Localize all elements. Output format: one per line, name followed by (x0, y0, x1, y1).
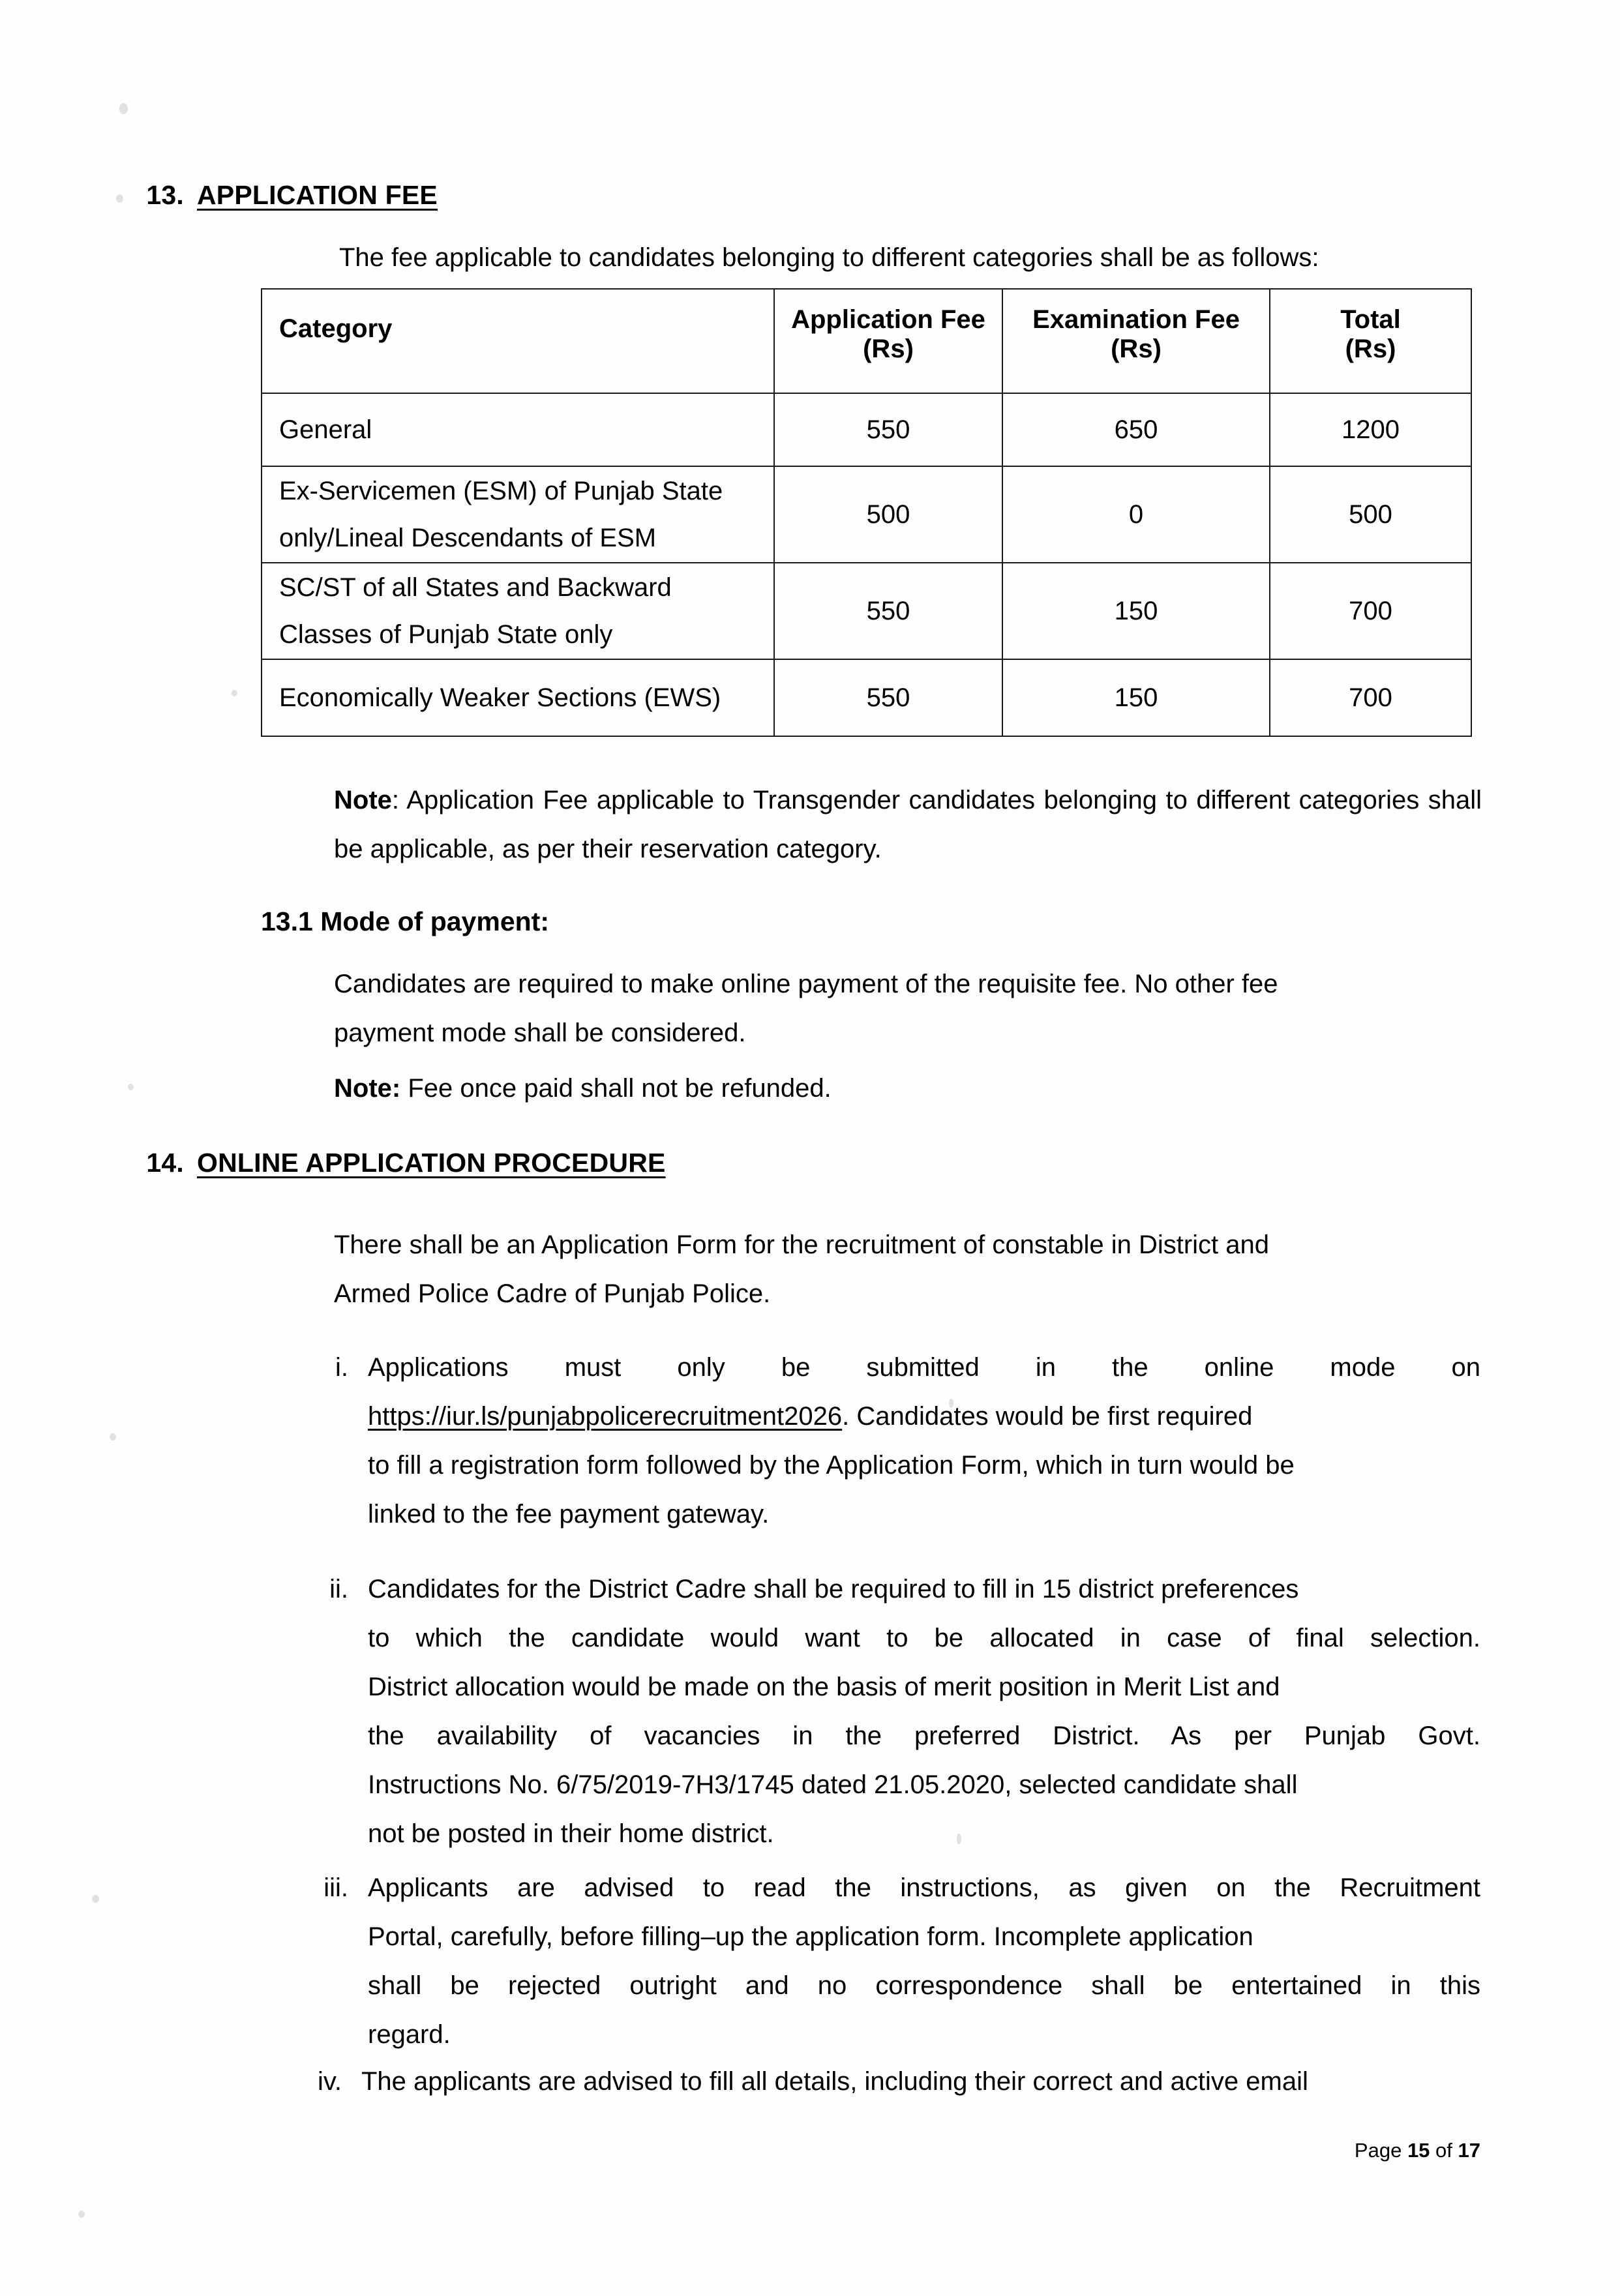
list-item-marker: iii. (323, 1873, 348, 1902)
row-examination-fee: 150 (1002, 563, 1270, 659)
section-14-intro-line1: There shall be an Application Form for the recruitment of constable in District and (334, 1230, 1270, 1259)
fee-table-header-application-fee (774, 289, 1002, 393)
fee-table-header-row (262, 289, 1471, 393)
application-fee-unit: (Rs) (863, 335, 914, 363)
row-examination-fee: 0 (1002, 466, 1270, 563)
footer-total-pages: 17 (1458, 2139, 1480, 2162)
item-i-line2-tail: . Candidates would be first required (842, 1402, 1253, 1431)
list-item-body (368, 1565, 1480, 1858)
row-application-fee: 550 (774, 563, 1002, 659)
footer-middle: of (1430, 2139, 1458, 2162)
item-ii-line3: District allocation would be made on the basis of merit position in Merit List and (368, 1673, 1280, 1701)
row-application-fee: 500 (774, 466, 1002, 563)
section-13-intro: The fee applicable to candidates belonging to different categories shall be as follows: (339, 243, 1319, 272)
item-iii-line1: Applicants are advised to read the instructions, as given on the Recruitment (368, 1873, 1480, 1902)
section-13-title: APPLICATION FEE (197, 180, 438, 210)
row-category (262, 659, 774, 736)
list-item-body (361, 2057, 1480, 2106)
total-label: Total (1340, 305, 1401, 334)
item-ii-line6: not be posted in their home district. (368, 1819, 774, 1848)
row-category (262, 563, 774, 659)
recruitment-portal-link[interactable]: https://iur.ls/punjabpolicerecruitment2026 (368, 1402, 843, 1431)
fee-table-header-examination-fee (1002, 289, 1270, 393)
fee-table-header-total (1270, 289, 1471, 393)
section-13-note (334, 776, 1482, 874)
row-category-line1: Ex-Servicemen (ESM) of Punjab State (279, 477, 723, 505)
list-item (313, 1343, 1480, 1539)
row-total: 500 (1270, 466, 1471, 563)
item-ii-line1: Candidates for the District Cadre shall be required to fill in 15 district preferences (368, 1575, 1299, 1603)
list-item-marker: iv. (317, 2067, 342, 2096)
row-total: 700 (1270, 563, 1471, 659)
section-14-intro-line2: Armed Police Cadre of Punjab Police. (334, 1279, 771, 1308)
section-13-heading (137, 180, 920, 211)
section-13-1-body (334, 960, 1482, 1058)
table-row (262, 393, 1471, 466)
table-row (262, 563, 1471, 659)
section-13-1-heading: 13.1 Mode of payment: (261, 906, 549, 936)
payment-body-line1: Candidates are required to make online payment of the requisite fee. No other fee (334, 970, 1278, 998)
item-i-line1: Applications must only be submitted in the online mode on (368, 1353, 1480, 1382)
fee-table (261, 288, 1472, 737)
footer-current-page: 15 (1407, 2139, 1430, 2162)
item-ii-line5: Instructions No. 6/75/2019-7H3/1745 dated 21.05.2020, selected candidate shall (368, 1770, 1298, 1799)
list-item (313, 1864, 1480, 2059)
payment-body-line2: payment mode shall be considered. (334, 1019, 746, 1047)
row-category-line2: only/Lineal Descendants of ESM (279, 524, 657, 552)
table-row (262, 466, 1471, 563)
item-ii-line2: to which the candidate would want to be allocated in case of final selection. (368, 1624, 1480, 1652)
note-label: Note (334, 786, 392, 814)
row-category-line1: SC/ST of all States and Backward (279, 573, 672, 602)
item-i-line3: to fill a registration form followed by the Application Form, which in turn would be (368, 1451, 1295, 1480)
row-application-fee: 550 (774, 659, 1002, 736)
list-item (307, 2057, 1480, 2106)
item-iii-line4: regard. (368, 2020, 451, 2049)
refund-note-label: Note: (334, 1074, 401, 1103)
row-examination-fee: 650 (1002, 393, 1270, 466)
fee-table-header-category: Category (262, 289, 774, 393)
total-unit: (Rs) (1345, 335, 1396, 363)
row-category-line2: Classes of Punjab State only (279, 620, 613, 649)
list-item-body (368, 1343, 1480, 1539)
refund-note-text: Fee once paid shall not be refunded. (400, 1074, 832, 1103)
list-item-marker: ii. (329, 1575, 348, 1603)
footer-prefix: Page (1354, 2139, 1407, 2162)
list-item-body (368, 1864, 1480, 2059)
item-ii-line4: the availability of vacancies in the preferred District. As per Punjab Govt. (368, 1722, 1480, 1750)
examination-fee-label: Examination Fee (1032, 305, 1240, 334)
list-item-marker: i. (335, 1353, 348, 1382)
row-category (262, 466, 774, 563)
item-iii-line3: shall be rejected outright and no correspondence shall be entertained in this (368, 1971, 1480, 2000)
item-i-line4: linked to the fee payment gateway. (368, 1500, 770, 1528)
application-fee-label: Application Fee (791, 305, 985, 334)
section-14-heading (137, 1148, 1050, 1178)
list-item (313, 1565, 1480, 1858)
row-category (262, 393, 774, 466)
section-13-1-note (334, 1064, 1482, 1113)
page-footer (1043, 2139, 1480, 2162)
section-14-number: 14. (146, 1148, 184, 1178)
examination-fee-unit: (Rs) (1111, 335, 1162, 363)
row-category-line1: General (279, 415, 372, 444)
row-application-fee: 550 (774, 393, 1002, 466)
item-iii-line2: Portal, carefully, before filling–up the application form. Incomplete application (368, 1922, 1253, 1951)
item-iv-line1: The applicants are advised to fill all details, including their correct and active email (361, 2067, 1308, 2096)
row-total: 1200 (1270, 393, 1471, 466)
section-14-intro (334, 1221, 1482, 1319)
section-14-title: ONLINE APPLICATION PROCEDURE (197, 1148, 666, 1178)
note-text: : Application Fee applicable to Transgender candidates belonging to different categories shall be applicable, as per their reservation category. (334, 786, 1482, 863)
row-examination-fee: 150 (1002, 659, 1270, 736)
row-total: 700 (1270, 659, 1471, 736)
table-row (262, 659, 1471, 736)
section-13-number: 13. (146, 180, 184, 210)
row-category-line1: Economically Weaker Sections (EWS) (279, 683, 721, 712)
